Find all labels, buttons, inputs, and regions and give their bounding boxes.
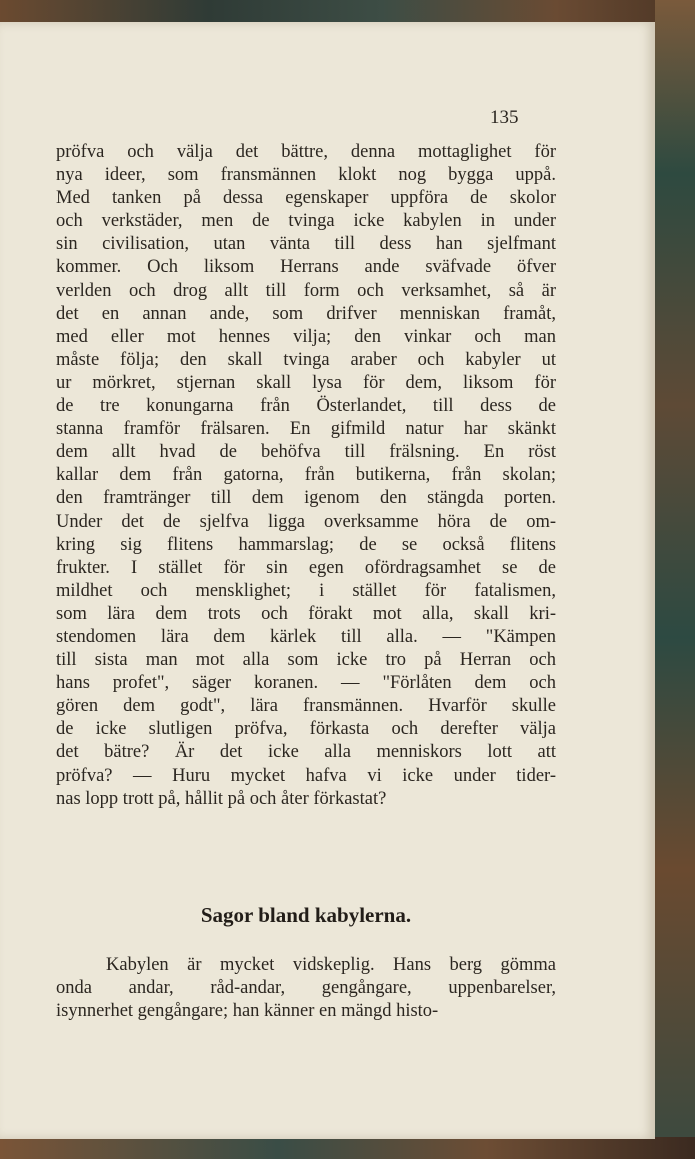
text-line: måste följa; den skall tvinga araber och kabyler ut [56,349,556,370]
text-line: isynnerhet gengångare; han känner en mängd histo- [56,1001,439,1022]
page-number: 135 [490,107,519,128]
text-line: till sista man mot alla som icke tro på Herran och [56,650,556,671]
text-line: som lära dem trots och förakt mot alla, skall kri- [56,603,556,624]
book-binding-bottom [0,1137,695,1159]
text-line: det en annan ande, som drifver menniskan framåt, [56,303,556,324]
text-line: kommer. Och liksom Herrans ande sväfvade öfver [56,257,556,278]
text-line: nya ideer, som fransmännen klokt nog bygga uppå. [56,165,556,186]
text-line: nas lopp trott på, hållit på och åter förkastat? [56,788,387,809]
text-line: och verkstäder, men de tvinga icke kabylen in under [56,211,556,232]
section-paragraph [56,954,556,1023]
text-line: de icke slutligen pröfva, förkasta och derefter välja [56,719,556,740]
text-line: Med tanken på dessa egenskaper uppföra de skolor [56,188,556,209]
text-line: kallar dem från gatorna, från butikerna, från skolan; [56,465,556,486]
text-line: gören dem godt", lära fransmännen. Hvarför skulle [56,696,556,717]
main-paragraph [56,141,556,811]
text-line: mildhet och mensklighet; i stället för fatalismen, [56,580,556,601]
text-line: den framtränger till dem igenom den stängda porten. [56,488,556,509]
text-line: med eller mot hennes vilja; den vinkar och man [56,326,556,347]
text-line: kring sig flitens hammarslag; de se också flitens [56,534,556,555]
section-heading: Sagor bland kabylerna. [200,903,412,927]
text-line: dem allt hvad de behöfva till frälsning. En röst [56,442,556,463]
text-line: frukter. I stället för sin egen ofördragsamhet se de [56,557,556,578]
text-line: ur mörkret, stjernan skall lysa för dem, liksom för [56,372,556,393]
text-line: onda andar, råd-andar, gengångare, uppenbarelser, [56,978,556,999]
text-line: sin civilisation, utan vänta till dess han sjelfmant [56,234,556,255]
text-line: hans profet", säger koranen. — "Förlåten dem och [56,673,556,694]
text-line: pröfva och välja det bättre, denna mottaglighet för [56,142,556,162]
text-line: stendomen lära dem kärlek till alla. — "Kämpen [56,626,556,647]
text-line: Under det de sjelfva ligga overksamme höra de om- [56,511,556,532]
book-binding-edge [655,0,695,1159]
book-binding-top [0,0,695,24]
text-line: verlden och drog allt till form och verksamhet, så är [56,280,556,301]
text-line: de tre konungarna från Österlandet, till dess de [56,396,556,417]
text-line: stanna framför frälsaren. En gifmild natur har skänkt [56,419,556,440]
text-line: det bätre? Är det icke alla menniskors lott att [56,742,556,763]
text-line: Kabylen är mycket vidskeplig. Hans berg gömma [106,955,556,975]
text-line: pröfva? — Huru mycket hafva vi icke under tider- [56,765,556,786]
